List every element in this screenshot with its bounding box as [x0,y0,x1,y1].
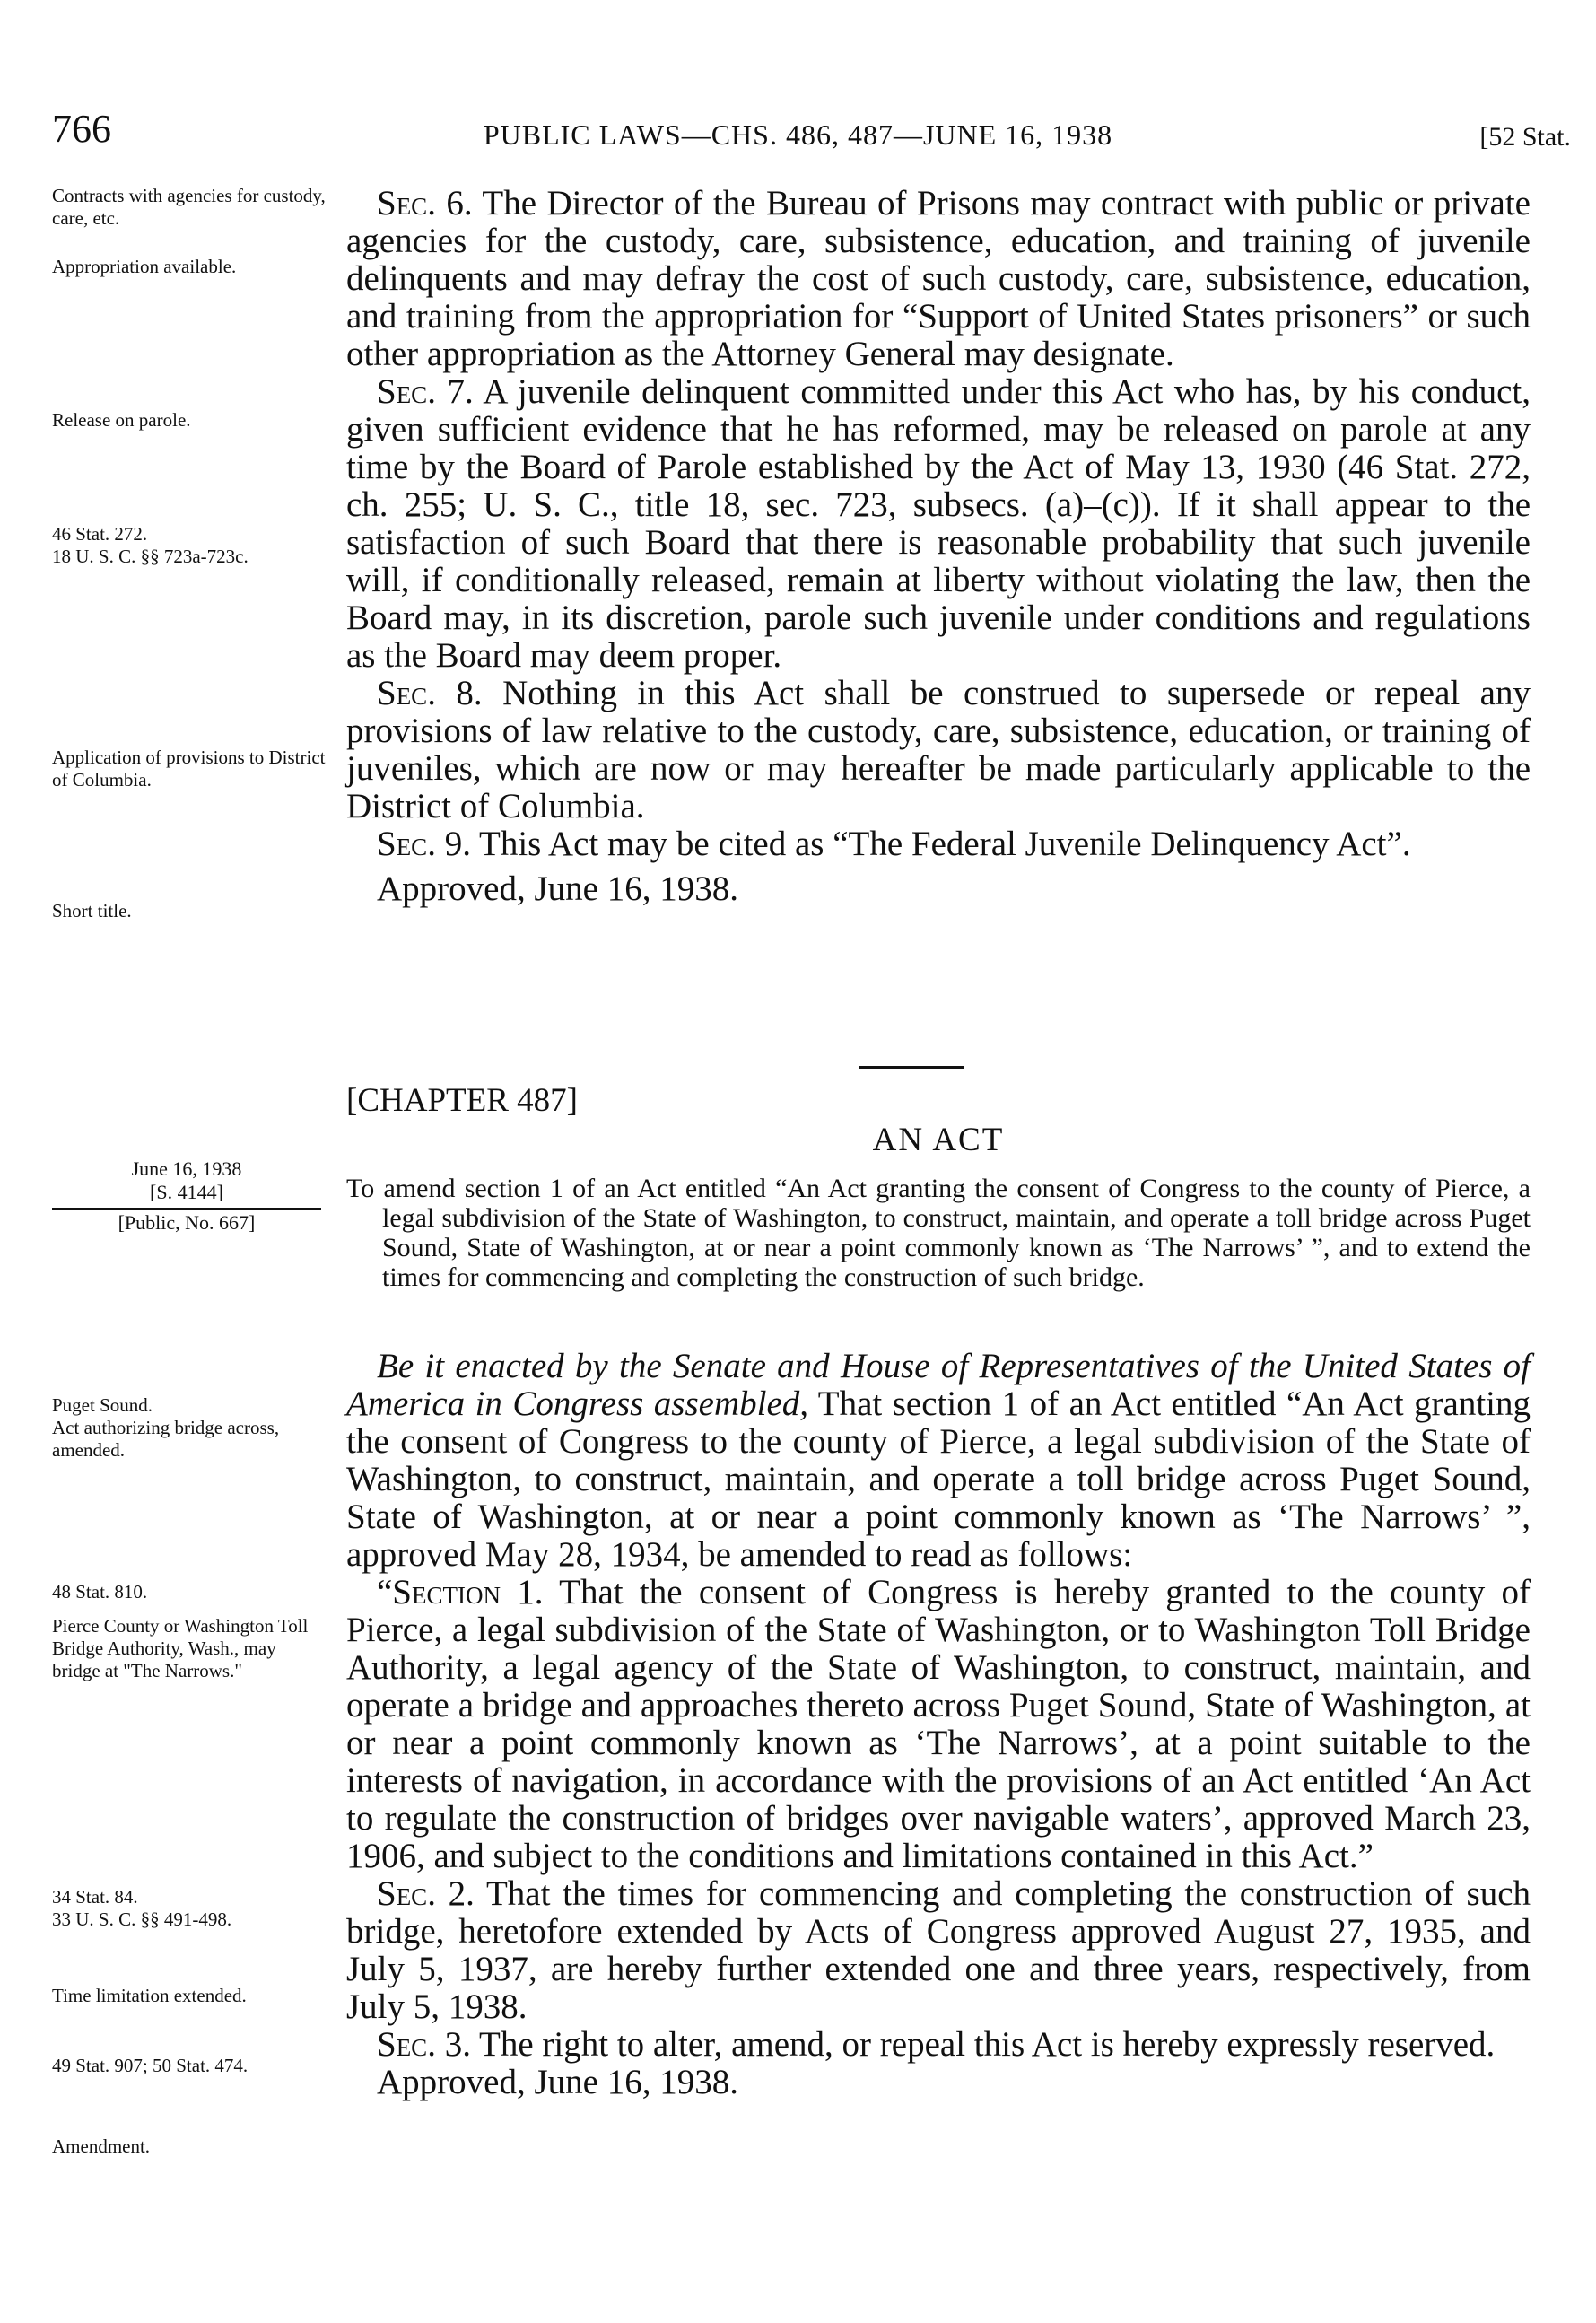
margin-note-cite-34: 34 Stat. 84. [52,1886,138,1908]
section-1-label: “Section 1. [377,1573,544,1611]
margin-note-contracts: Contracts with agencies for custody, care, etc. [52,185,326,229]
public-law-number: [Public, No. 667] [52,1208,321,1235]
enacting-clause: Be it enacted by the Senate and House of Representatives of the United States of America in Congress assembled, [346,1347,1531,1423]
section-8-label: Sec. 8. [377,674,483,712]
bill-number: [S. 4144] [150,1181,223,1203]
bill-note [52,1157,321,1235]
an-act-heading: AN ACT [872,1122,1005,1158]
running-head: PUBLIC LAWS—CHS. 486, 487—JUNE 16, 1938 [483,118,1113,151]
approval-line-486: Approved, June 16, 1938. [377,869,738,908]
chapter-487-body [346,1348,1531,2101]
section-6 [346,185,1531,373]
bill-date: June 16, 1938 [131,1157,242,1180]
margin-note-cite-48: 48 Stat. 810. [52,1581,148,1603]
margin-note-application: Application of provisions to District of Columbia. [52,747,326,790]
margin-note-time-limit: Time limitation extended. [52,1985,247,2006]
section-6-label: Sec. 6. [377,184,473,223]
margin-note-act-authorizing: Act authorizing bridge across, amended. [52,1417,280,1461]
chapter-separator-rule [859,1066,964,1069]
section-3-label: Sec. 3. [377,2025,471,2064]
margin-note-cite-18: 18 U. S. C. §§ 723a-723c. [52,546,249,567]
section-7 [346,373,1531,675]
section-7-text: A juvenile delinquent committed under this Act who has, by his conduct, given sufficient evidence that he has reformed, may be released on parole at any time by the Board of Parole established by the Act of May 13, 1930 (46 Stat. 272, ch. 255; U. S. C., title 18, sec. 723, subsecs. (a)–(c)). If it shall appear to the satisfaction of such Board that there is reasonable probability that such juvenile will, if conditionally released, remain at liberty without violating the law, then the Board may, in its discretion, parole such juvenile under conditions and regulations as the Board may deem proper. [346,372,1531,675]
section-9-label: Sec. 9. [377,825,471,863]
section-1-intro: That section 1 of an Act entitled “An Act granting the consent of Congress to the county of Pierce, a legal subdivision of the State of Washington, to construct, maintain, and operate a toll bridge across Puget Sound, State of Washington, at or near a point commonly known as ‘The Narrows’ ”, approved May 28, 1934, be amended to read as follows: [346,1384,1531,1574]
margin-note-appropriation: Appropriation available. [52,256,237,277]
margin-note-release: Release on parole. [52,409,191,431]
margin-note-cite-49: 49 Stat. 907; 50 Stat. 474. [52,2055,249,2076]
section-1-amended [346,1574,1531,1875]
section-8 [346,675,1531,825]
section-3-text: The right to alter, amend, or repeal this Act is hereby expressly reserved. [479,2025,1496,2064]
section-1-text: That the consent of Congress is hereby granted to the county of Pierce, a legal subdivision of the State of Washington, or to Washington Toll Bridge Authority, a legal agency of the State of Washington, to construct, maintain, and operate a bridge and approaches thereto across Puget Sound, State of Washington, at or near a point commonly known as ‘The Narrows’, at a point suitable to the interests of navigation, in accordance with the provisions of an Act entitled ‘An Act to regulate the construction of bridges over navigable waters’, approved March 23, 1906, and subject to the conditions and limitations contained in this Act.” [346,1573,1531,1875]
section-2-text: That the times for commencing and completing the construction of such bridge, heretofore extended by Acts of Congress approved August 27, 1935, and July 5, 1937, are hereby further extended one and three years, respectively, from July 5, 1938. [346,1874,1531,2026]
section-3 [346,2026,1531,2064]
section-9-text: This Act may be cited as “The Federal Juvenile Delinquency Act”. [479,825,1411,863]
page-header [0,106,1596,151]
margin-note-puget: Puget Sound. [52,1394,153,1416]
enacting-paragraph [346,1348,1531,1574]
approval-line-487: Approved, June 16, 1938. [377,2063,738,2101]
act-title: To amend section 1 of an Act entitled “An Act granting the consent of Congress to the county of Pierce, a legal subdivision of the State of Washington, to construct, maintain, and operate a toll bridge across Puget Sound, State of Washington, at or near a point commonly known as ‘The Narrows’ ”, and to extend the times for commencing and completing the construction of such bridge. [346,1174,1531,1292]
margin-note-cite-46: 46 Stat. 272. [52,523,148,545]
page-number: 766 [52,107,111,151]
section-2 [346,1875,1531,2026]
margin-note-cite-33: 33 U. S. C. §§ 491-498. [52,1908,232,1930]
section-8-text: Nothing in this Act shall be construed to supersede or repeal any provisions of law relative to the custody, care, subsistence, education, or training of juveniles, which are now or may hereafter be made particularly applicable to the District of Columbia. [346,674,1531,825]
section-7-label: Sec. 7. [377,372,474,411]
section-6-text: The Director of the Bureau of Prisons may contract with public or private agencies for the custody, care, subsistence, education, and training of juvenile delinquents and may defray the cost of such custody, care, subsistence, education, and training from the appropriation for “Support of United States prisoners” or such other appropriation as the Attorney General may designate. [346,184,1531,373]
margin-note-pierce: Pierce County or Washington Toll Bridge Authority, Wash., may bridge at "The Narrows." [52,1615,309,1681]
section-9 [346,825,1531,863]
chapter-label: [CHAPTER 487] [346,1082,578,1119]
margin-note-short-title: Short title. [52,900,132,921]
section-2-label: Sec. 2. [377,1874,475,1913]
chapter-486-body [346,185,1531,908]
margin-note-amendment: Amendment. [52,2135,151,2157]
volume-reference: [52 Stat. [1479,122,1571,152]
